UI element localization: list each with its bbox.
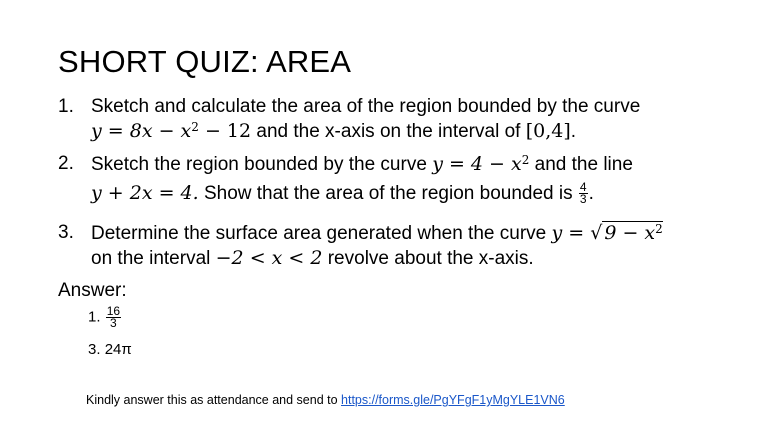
question-1-interval: [0,4]	[525, 120, 571, 142]
answer-1-numerator: 16	[106, 304, 121, 318]
question-2-line-1	[91, 153, 633, 176]
answer-1-denominator: 3	[110, 316, 117, 330]
question-2-text: Sketch the region bounded by the curve	[91, 154, 433, 175]
question-2-period: .	[588, 183, 594, 204]
form-link[interactable]: https://forms.gle/PgYFgF1yMgYLE1VN6	[341, 393, 565, 407]
page-title: SHORT QUIZ: AREA	[58, 44, 352, 79]
question-1-equation: y = 8x − x	[91, 120, 192, 142]
square-root	[590, 222, 663, 244]
question-2-fraction	[579, 182, 588, 205]
question-2-line-equation: y + 2x = 4.	[91, 182, 199, 204]
question-1-equation-tail: − 12	[198, 120, 252, 142]
question-2-line-2-text: Show that the area of the region bounded is	[198, 183, 578, 204]
question-1-line-2	[91, 120, 576, 143]
question-2-number: 2.	[58, 153, 74, 174]
answer-3-value: 24π	[104, 341, 132, 358]
answer-1-fraction	[106, 306, 121, 329]
footer-text: Kindly answer this as attendance and send to	[86, 393, 342, 407]
question-1-number: 1.	[58, 96, 74, 117]
question-1-period: .	[570, 121, 577, 142]
question-1-line-1: Sketch and calculate the area of the region bounded by the curve	[91, 96, 641, 117]
sqrt-sign-icon: √	[590, 222, 603, 244]
question-3-curve: y =	[551, 222, 591, 244]
answer-3-number: 3.	[88, 341, 101, 358]
question-3-line-2	[91, 247, 534, 270]
question-3-line-1	[91, 222, 663, 245]
footer	[86, 393, 565, 407]
question-3-inequality: −2 < x < 2	[215, 247, 323, 269]
answer-1	[88, 306, 122, 329]
radicand-expression: 9 − x	[604, 222, 656, 244]
question-1-text: and the x-axis on the interval of	[251, 121, 526, 142]
question-2-line-2	[91, 182, 594, 205]
sqrt-radicand	[602, 221, 662, 244]
fraction-numerator: 4	[579, 180, 587, 195]
question-2-text-tail: and the line	[529, 154, 633, 175]
question-3-line-2-tail: revolve about the x-axis.	[322, 248, 534, 269]
question-3-line-2-text: on the interval	[91, 248, 216, 269]
question-2-exponent: 2	[521, 153, 530, 167]
question-3-text: Determine the surface area generated when the curve	[91, 223, 552, 244]
answer-1-number: 1.	[88, 308, 101, 326]
answer-label: Answer:	[58, 280, 127, 301]
radicand-exponent: 2	[655, 222, 663, 236]
answer-3	[88, 341, 132, 358]
question-1-exponent: 2	[191, 120, 199, 134]
fraction-denominator: 3	[579, 192, 587, 207]
question-2-curve: y = 4 − x	[432, 153, 522, 175]
question-3-number: 3.	[58, 222, 74, 243]
